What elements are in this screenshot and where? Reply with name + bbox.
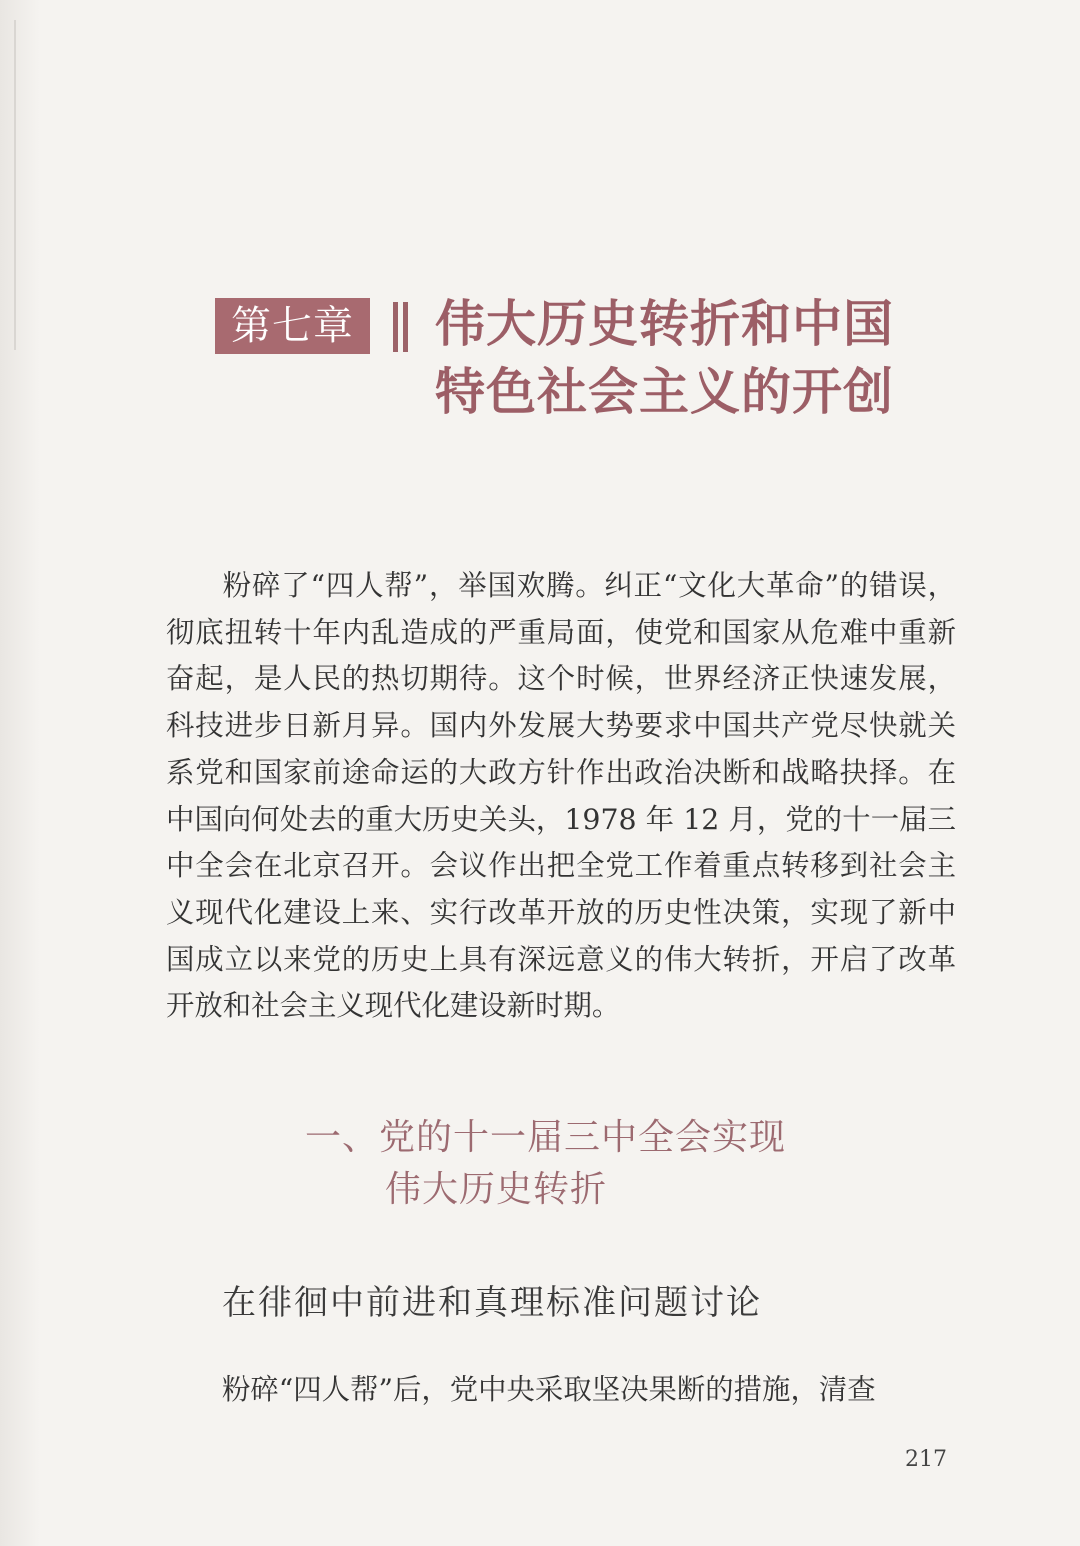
intro-text-block bbox=[166, 563, 956, 1030]
subsection-title: 在徘徊中前进和真理标准问题讨论 bbox=[222, 1283, 762, 1323]
chapter-number-tag: 第七章 bbox=[215, 298, 370, 354]
chapter-title-line-1: 伟大历史转折和中国 bbox=[435, 294, 894, 353]
chapter-header bbox=[215, 290, 935, 430]
chapter-title-line-2: 特色社会主义的开创 bbox=[435, 362, 894, 421]
page-number: 217 bbox=[905, 1447, 947, 1472]
section-heading-line-2: 伟大历史转折 bbox=[385, 1169, 608, 1210]
section-heading-line-1: 一、党的十一届三中全会实现 bbox=[305, 1117, 787, 1158]
intro-paragraph: 粉碎了“四人帮”，举国欢腾。纠正“文化大革命”的错误，彻底扭转十年内乱造成的严重局面，使党和国家从危难中重新奋起，是人民的热切期待。这个时候，世界经济正快速发展，科技进步日新月异。国内外发展大势要求中国共产党尽快就关系党和国家前途命运的大政方针作出政治决断和战略抉择。在中国向何处去的重大历史关头，1978 年 12 月，党的十一届三中全会在北京召开。会议作出把全党工作着重点转移到社会主义现代化建设上来、实行改革开放的历史性决策，实现了新中国成立以来党的历史上具有深远意义的伟大转折，开启了改革开放和社会主义现代化建设新时期。 bbox=[166, 569, 956, 1023]
section-heading bbox=[305, 1112, 865, 1216]
chapter-title bbox=[435, 290, 935, 426]
page-spine-shadow bbox=[14, 20, 16, 350]
chapter-separator-icon bbox=[393, 302, 409, 352]
second-paragraph: 粉碎“四人帮”后，党中央采取坚决果断的措施，清查 bbox=[222, 1373, 876, 1406]
